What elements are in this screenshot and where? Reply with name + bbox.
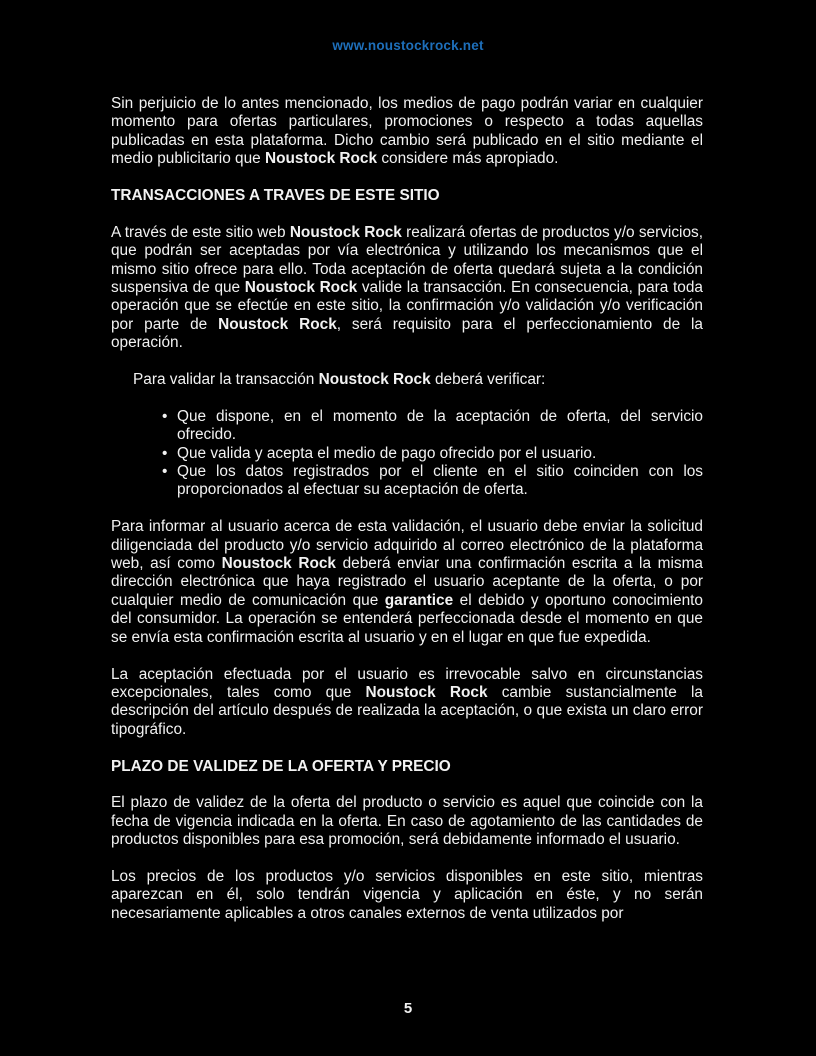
text-run: Que valida y acepta el medio de pago ofrecido por el usuario. xyxy=(177,444,597,462)
text-run: realizará ofertas de productos y/o servicios, que podrán ser aceptadas por vía electrónica y utilizando los mecanismos que el mismo sitio ofrece para ello. Toda aceptación de oferta quedará sujeta a la condición suspensiva de que xyxy=(111,223,703,297)
paragraph xyxy=(111,666,703,740)
bullet-list xyxy=(111,408,703,500)
paragraph xyxy=(111,371,703,389)
paragraph xyxy=(111,868,703,923)
text-run: valide la transacción. En consecuencia, para toda operación que se efectúe en este sitio, la confirmación y/o validación y/o verificación por parte de xyxy=(111,279,703,333)
bold-text-run: Noustock Rock xyxy=(244,279,358,297)
text-run: Para informar al usuario acerca de esta validación, el usuario debe enviar la solicitud diligenciada del producto y/o servicio adquirido al correo electrónico de la plataforma web, así como xyxy=(111,518,703,573)
page-header xyxy=(0,37,816,55)
page-footer xyxy=(0,1000,816,1017)
page-number: 5 xyxy=(403,1000,413,1017)
list-item xyxy=(177,445,703,463)
text-run: A través de este sitio web xyxy=(111,223,290,241)
site-url-link[interactable]: www.noustockrock.net xyxy=(332,38,484,53)
list-item xyxy=(177,463,703,500)
section-heading: TRANSACCIONES A TRAVES DE ESTE SITIO xyxy=(111,187,440,205)
text-run: Sin perjuicio de lo antes mencionado, los medios de pago podrán variar en cualquier momento para ofertas particulares, promociones o respecto a todas aquellas publicadas en esta plataforma. Dicho cambio será publicado en el sitio mediante el medio publicitario que xyxy=(111,95,703,168)
text-run: , será requisito para el perfeccionamiento de la operación. xyxy=(111,315,703,352)
text-run: deberá verificar: xyxy=(430,371,546,389)
section-heading: PLAZO DE VALIDEZ DE LA OFERTA Y PRECIO xyxy=(111,757,451,775)
paragraph xyxy=(111,95,703,169)
paragraph xyxy=(111,224,703,353)
bold-text-run: Noustock Rock xyxy=(289,223,402,241)
text-run: La aceptación efectuada por el usuario es irrevocable salvo en circunstancias excepcionales, tales como que xyxy=(111,665,703,701)
text-run: cambie sustancialmente la descripción del artículo después de realizada la aceptación, o que exista un claro error tipográfico. xyxy=(111,683,703,738)
text-run: Que los datos registrados por el cliente en el sitio coinciden con los proporcionados al efectuar su aceptación de oferta. xyxy=(177,463,703,499)
text-run: Que dispone, en el momento de la aceptación de oferta, del servicio ofrecido. xyxy=(177,407,703,444)
bold-text-run: garantice xyxy=(384,591,454,609)
text-run: El plazo de validez de la oferta del producto o servicio es aquel que coincide con la fecha de vigencia indicada en la oferta. En caso de agotamiento de las cantidades de productos disponibles para esa promoción, será debidamente informado el usuario. xyxy=(111,794,703,849)
text-run: Para validar la transacción xyxy=(133,371,319,389)
bold-text-run: Noustock Rock xyxy=(365,683,488,701)
text-run: el debido y oportuno conocimiento del consumidor. La operación se entenderá perfeccionada desde el momento en que se envía esta confirmación escrita al usuario y en el lugar en que fue expedida. xyxy=(111,591,703,646)
paragraph xyxy=(111,794,703,849)
text-run: Los precios de los productos y/o servicios disponibles en este sitio, mientras aparezcan en él, solo tendrán vigencia y aplicación en éste, y no serán necesariamente aplicables a otros canales externos de venta utilizados por xyxy=(111,867,703,922)
bold-text-run: Noustock Rock xyxy=(265,150,378,168)
paragraph xyxy=(111,518,703,647)
list-item xyxy=(177,408,703,445)
bold-text-run: Noustock Rock xyxy=(218,315,337,333)
text-run: deberá enviar una confirmación escrita a la misma dirección electrónica que haya registrado el usuario aceptante de la oferta, o por cualquier medio de comunicación que xyxy=(111,555,703,609)
document-body xyxy=(111,95,703,942)
text-run: considere más apropiado. xyxy=(377,150,559,168)
bold-text-run: Noustock Rock xyxy=(318,371,431,389)
bold-text-run: Noustock Rock xyxy=(221,555,336,573)
